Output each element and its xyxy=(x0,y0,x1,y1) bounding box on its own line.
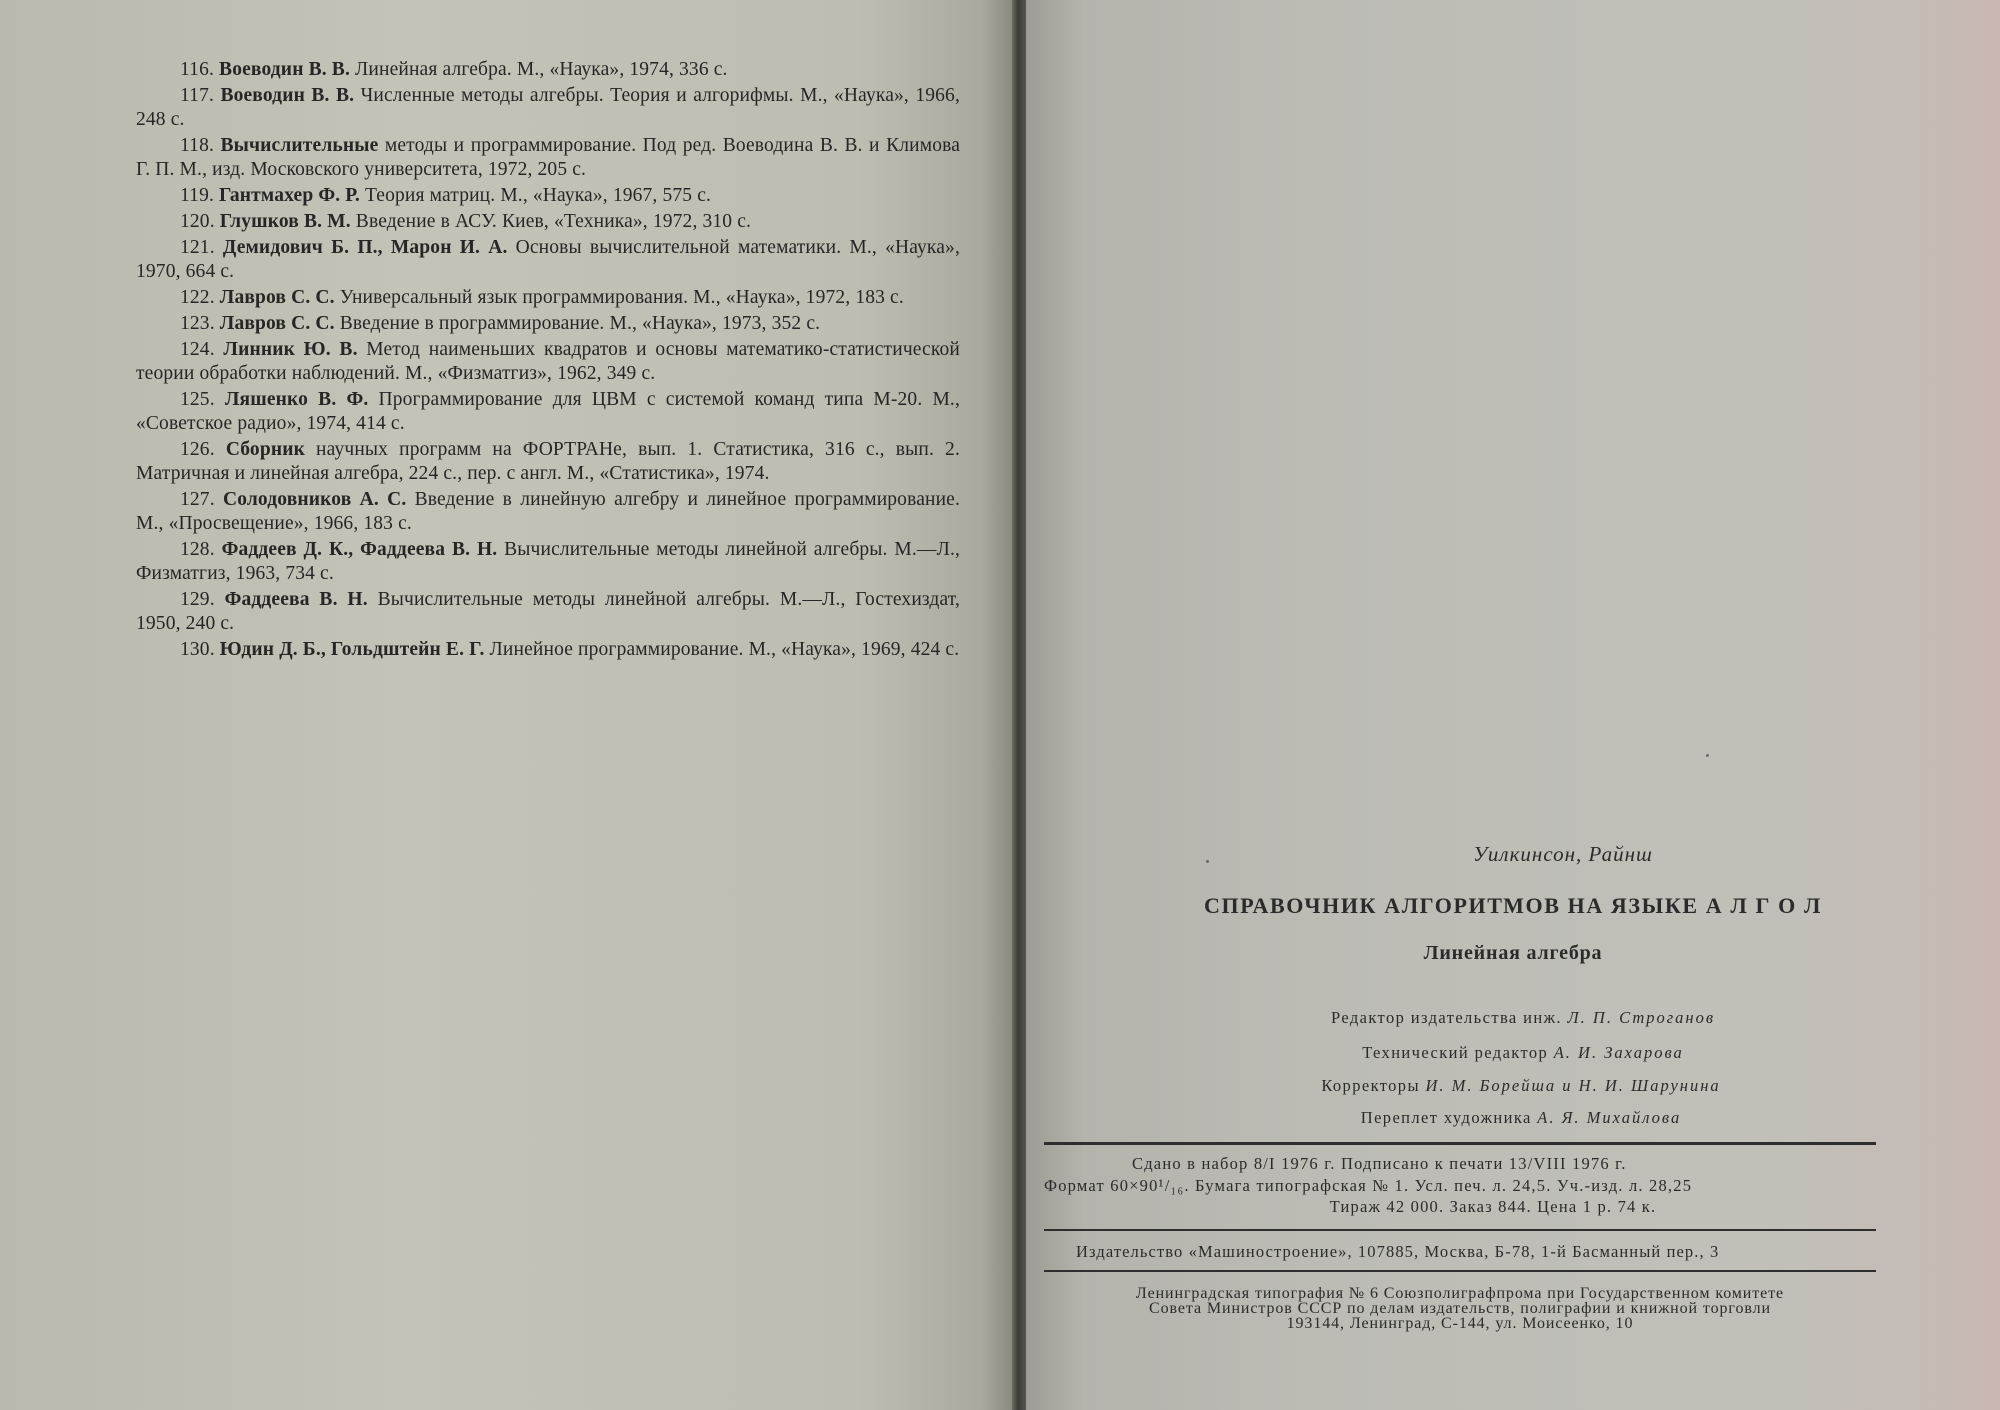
entry-author: Демидович Б. П., Марон И. А. xyxy=(222,237,508,258)
bibliography-entry xyxy=(136,286,960,310)
entry-number: 119. xyxy=(180,185,215,206)
printer-line: Ленинградская типография № 6 Союзполиграфпрома при Государственном комитете xyxy=(1135,1285,1785,1302)
entry-text: Универсальный язык программирования. М., «Наука», 1972, 183 с. xyxy=(334,287,904,308)
entry-number: 127. xyxy=(180,489,215,510)
entry-author: Ляшенко В. Ф. xyxy=(224,389,369,410)
printer-info xyxy=(1044,1286,1876,1331)
printer-line: Совета Министров СССР по делам издательств, полиграфии и книжной торговли xyxy=(1149,1300,1771,1317)
entry-author: Лавров С. С. xyxy=(219,313,335,334)
entry-number: 126. xyxy=(180,439,215,460)
book-title: СПРАВОЧНИК АЛГОРИТМОВ НА ЯЗЫКЕ А Л Г О Л xyxy=(1204,893,1822,918)
entry-author: Воеводин В. В. xyxy=(219,59,350,80)
credit-name: А. Я. Михайлова xyxy=(1537,1108,1682,1127)
book-subtitle: Линейная алгебра xyxy=(1423,942,1603,964)
typeset-dates: Сдано в набор 8/I 1976 г. Подписано к печати 13/VIII 1976 г. xyxy=(1132,1154,1627,1173)
entry-number: 118. xyxy=(180,135,215,156)
entry-author: Фаддеев Д. К., Фаддеева В. Н. xyxy=(221,539,498,560)
entry-number: 128. xyxy=(180,539,215,560)
credit-name: Л. П. Строганов xyxy=(1567,1008,1716,1027)
publisher-address: Издательство «Машиностроение», 107885, Москва, Б-78, 1-й Басманный пер., 3 xyxy=(1076,1242,1720,1261)
entry-text: Численные методы алгебры. Теория и алгорифмы. М., «Наука», 1966, 248 с. xyxy=(136,85,960,130)
bibliography-entry xyxy=(136,588,960,636)
entry-text: Введение в линейную алгебру и линейное программирование. М., «Просвещение», 1966, 183 с. xyxy=(136,489,960,534)
bibliography-entry xyxy=(136,184,960,208)
divider-rule xyxy=(1044,1142,1876,1145)
entry-text: методы и программирование. Под ред. Воеводина В. В. и Климова Г. П. М., изд. Московского университета, 1972, 205 с. xyxy=(136,135,960,180)
entry-author: Фаддеева В. Н. xyxy=(224,589,368,610)
bibliography-entry xyxy=(136,312,960,336)
entry-number: 129. xyxy=(180,589,215,610)
entry-text: Вычислительные методы линейной алгебры. М.—Л., Физматгиз, 1963, 734 с. xyxy=(136,539,960,584)
bibliography-entry xyxy=(136,84,960,132)
bibliography-entry xyxy=(136,538,960,586)
bibliography-entry xyxy=(136,236,960,284)
entry-author: Лавров С. С. xyxy=(219,287,335,308)
credit-line xyxy=(1036,1008,2000,1028)
entry-number: 124. xyxy=(180,339,215,360)
entry-text: Метод наименьших квадратов и основы математико-статистической теории обработки наблюдений. М., «Физматгиз», 1962, 349 с. xyxy=(136,339,960,384)
entry-number: 117. xyxy=(180,85,215,106)
divider-rule xyxy=(1044,1229,1876,1231)
entry-text: Линейное программирование. М., «Наука», 1969, 424 с. xyxy=(484,639,960,660)
right-page xyxy=(1026,0,2000,1410)
book-authors: Уилкинсон, Райнш xyxy=(1473,842,1653,866)
entry-text: Введение в АСУ. Киев, «Техника», 1972, 310 с. xyxy=(350,211,752,232)
entry-author: Линник Ю. В. xyxy=(223,339,358,360)
entry-number: 116. xyxy=(180,59,215,80)
entry-author: Юдин Д. Б., Гольдштейн Е. Г. xyxy=(219,639,485,660)
entry-number: 123. xyxy=(180,313,215,334)
entry-number: 130. xyxy=(180,639,215,660)
entry-author: Сборник xyxy=(225,439,305,460)
credit-name: И. М. Борейша и Н. И. Шарунина xyxy=(1425,1076,1721,1095)
entry-number: 120. xyxy=(180,211,215,232)
bibliography-entry xyxy=(136,488,960,536)
entry-text: Программирование для ЦВМ с системой команд типа М-20. М., «Советское радио», 1974, 414 с. xyxy=(136,389,960,434)
entry-author: Воеводин В. В. xyxy=(220,85,355,106)
entry-author: Гантмахер Ф. Р. xyxy=(219,185,360,206)
credit-line xyxy=(1036,1043,2000,1063)
bibliography-list xyxy=(136,58,960,664)
credit-name: А. И. Захарова xyxy=(1553,1043,1684,1062)
entry-text: Вычислительные методы линейной алгебры. М.—Л., Гостехиздат, 1950, 240 с. xyxy=(136,589,961,634)
entry-author: Солодовников А. С. xyxy=(222,489,407,510)
divider-rule xyxy=(1044,1270,1876,1272)
bibliography-entry xyxy=(136,58,960,82)
entry-author: Вычислительные xyxy=(220,135,379,156)
paper-speck xyxy=(1706,754,1709,757)
bibliography-entry xyxy=(136,388,960,436)
credit-line xyxy=(1034,1076,2000,1096)
entry-text: Введение в программирование. М., «Наука», 1973, 352 с. xyxy=(334,313,821,334)
entry-text: научных программ на ФОРТРАНе, вып. 1. Статистика, 316 с., вып. 2. Матричная и линейная алгебра, 224 с., пер. с англ. М., «Статистика», 1974. xyxy=(136,439,960,484)
entry-text: Теория матриц. М., «Наука», 1967, 575 с. xyxy=(359,185,712,206)
imprint-block xyxy=(1026,0,2000,1410)
entry-number: 121. xyxy=(180,237,215,258)
bibliography-entry xyxy=(136,134,960,182)
bibliography-entry xyxy=(136,210,960,234)
credit-role: Корректоры xyxy=(1321,1076,1420,1095)
print-run-data: Тираж 42 000. Заказ 844. Цена 1 р. 74 к. xyxy=(1329,1197,1657,1216)
entry-author: Глушков В. М. xyxy=(219,211,351,232)
bibliography-entry xyxy=(136,438,960,486)
printer-line: 193144, Ленинград, С-144, ул. Моисеенко, 10 xyxy=(1286,1315,1634,1332)
credit-role: Редактор издательства инж. xyxy=(1330,1008,1562,1027)
entry-number: 125. xyxy=(180,389,215,410)
credit-line xyxy=(1034,1108,2000,1128)
entry-text: Основы вычислительной математики. М., «Наука», 1970, 664 с. xyxy=(136,237,960,282)
bibliography-entry xyxy=(136,338,960,386)
credit-role: Переплет художника xyxy=(1360,1108,1532,1127)
bibliography-entry xyxy=(136,638,960,662)
entry-text: Линейная алгебра. М., «Наука», 1974, 336 с. xyxy=(350,59,728,80)
entry-number: 122. xyxy=(180,287,215,308)
credit-role: Технический редактор xyxy=(1362,1043,1549,1062)
format-data: Формат 60×90¹/₁₆. Бумага типографская № 1. Усл. печ. л. 24,5. Уч.-изд. л. 28,25 xyxy=(1044,1176,1693,1195)
